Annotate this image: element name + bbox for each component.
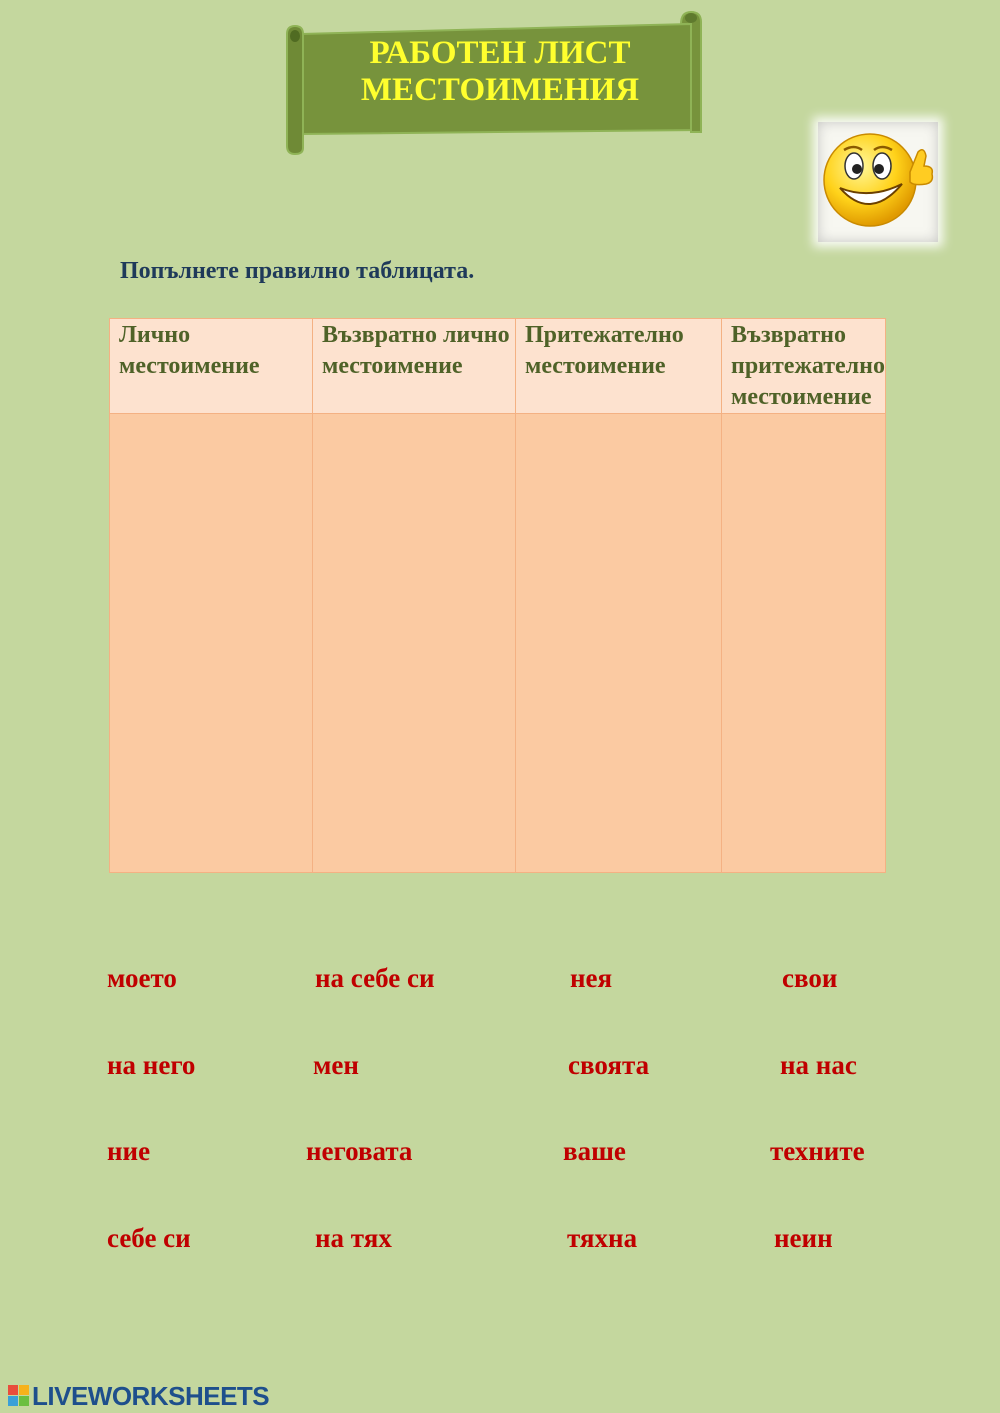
word-item[interactable]: неин [774, 1223, 833, 1253]
word-item[interactable]: свои [782, 963, 838, 993]
smiley-picture [818, 122, 938, 242]
header-reflexive-personal-pronoun: Възвратно лично местоимение [313, 319, 516, 414]
word-item[interactable]: тяхна [567, 1223, 638, 1253]
drop-zone-possessive[interactable] [516, 414, 722, 873]
word-item[interactable]: мен [313, 1050, 359, 1080]
word-item[interactable]: ваше [563, 1136, 626, 1166]
drop-zone-reflexive-possessive[interactable] [722, 414, 886, 873]
drop-zone-reflexive-personal[interactable] [313, 414, 516, 873]
title-line-1: РАБОТЕН ЛИСТ [369, 35, 631, 71]
word-item[interactable]: на него [107, 1050, 196, 1080]
thumbs-up-smiley-icon [818, 122, 938, 242]
word-item[interactable]: на тях [315, 1223, 392, 1253]
page-title [305, 35, 695, 109]
word-item[interactable]: техните [770, 1136, 865, 1166]
word-item[interactable]: неговата [306, 1136, 413, 1166]
drop-zone-personal[interactable] [110, 414, 313, 873]
word-item[interactable]: ние [107, 1136, 151, 1166]
word-item[interactable]: себе си [107, 1223, 191, 1253]
word-item[interactable]: на нас [780, 1050, 857, 1080]
brand-text: LIVEWORKSHEETS [32, 1381, 270, 1411]
liveworksheets-logo-icon [8, 1385, 30, 1407]
word-item[interactable]: на себе си [315, 963, 435, 993]
word-item[interactable]: нея [570, 963, 613, 993]
header-personal-pronoun: Лично местоимение [110, 319, 313, 414]
header-possessive-pronoun: Притежателно местоимение [516, 319, 722, 414]
header-reflexive-possessive-pronoun: Възвратно притежателно местоимение [722, 319, 886, 414]
title-line-2: МЕСТОИМЕНИЯ [360, 72, 640, 108]
word-item[interactable]: своята [568, 1050, 650, 1080]
table-row [110, 414, 886, 873]
pronoun-table [109, 318, 886, 873]
word-item[interactable]: моето [107, 963, 177, 993]
instruction-text: Попълнете правилно таблицата. [120, 258, 475, 284]
table-header-row [110, 319, 886, 414]
